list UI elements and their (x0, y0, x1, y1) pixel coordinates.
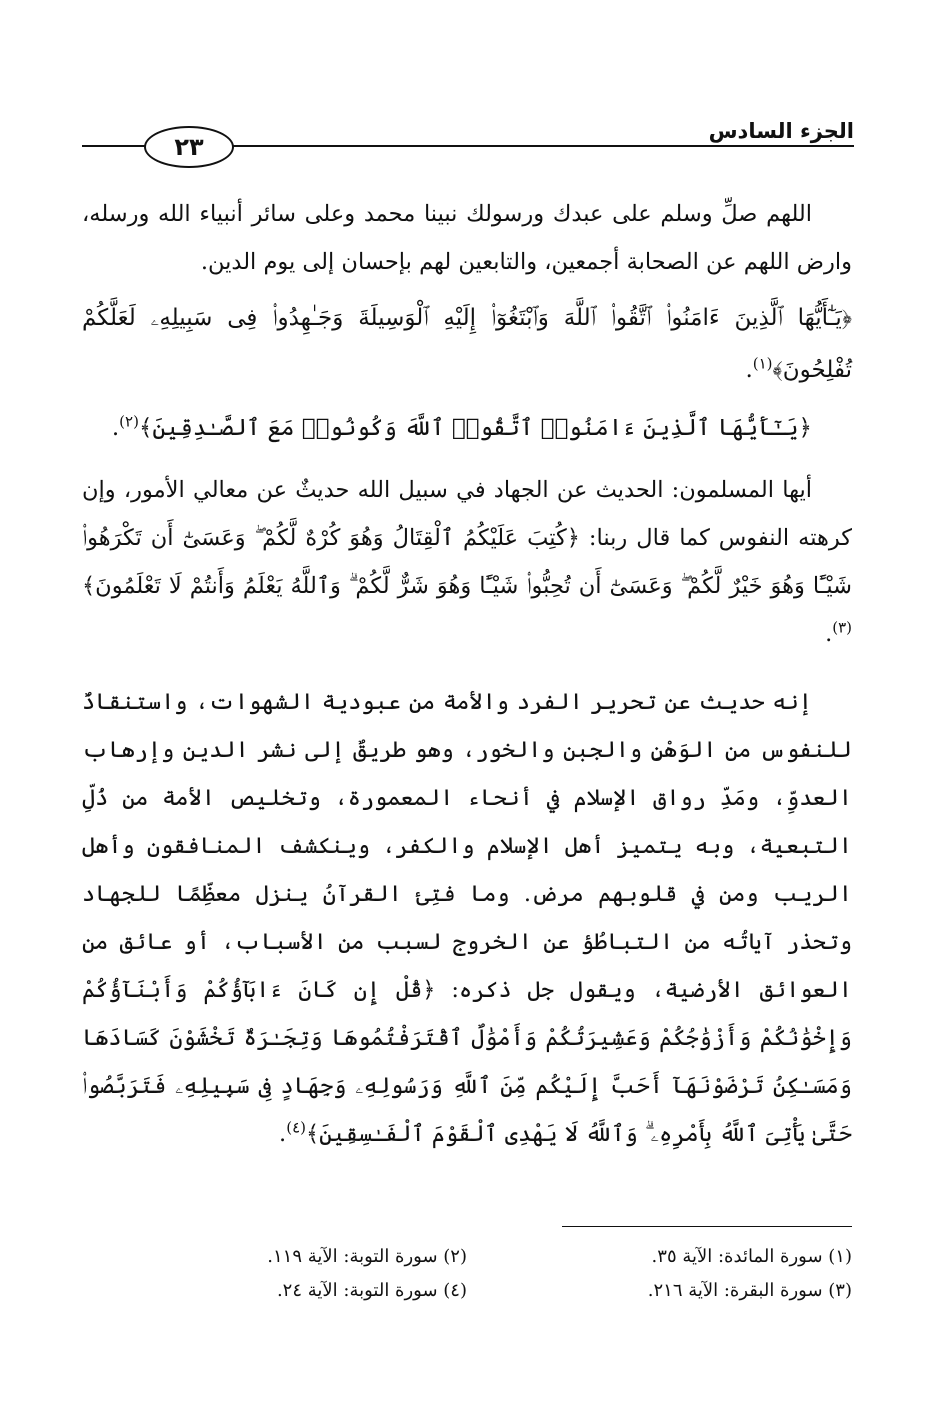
punctuation: . (745, 357, 753, 383)
paragraph-jihad-liberation (82, 678, 852, 1158)
page-number-frame (144, 126, 234, 168)
quran-verse: ﴿يَـٰٓأَيُّهَا ٱلَّذِينَ ءَامَنُوا۟ ٱتَّقُوا۟ ٱللَّهَ وَكُونُوا۟ مَعَ ٱلصَّـٰدِقِينَ﴾ (138, 415, 812, 441)
running-title: الجزء السادس (708, 119, 854, 143)
paragraph-opening-prayer: اللهم صلِّ وسلم على عبدك ورسولك نبينا محمد وعلى سائر أنبياء الله ورسله، وارض اللهم عن الصحابة أجمعين، والتابعين لهم بإحسان إلى يوم الدين. (82, 201, 852, 275)
footnote-ref: (٣) (832, 618, 852, 637)
footnote-4: (٤) سورة التوبة: الآية ٢٤. (276, 1280, 467, 1301)
footnote-ref: (١) (752, 354, 773, 373)
paragraph-text: إنه حديث عن تحرير الفرد والأمة من عبودية الشهوات، واستنقاذٌ للنفوس من الوَهْنِ والجبن والخور، وهو طريقٌ إلى نشر الدين وإرهاب العدوِّ، ومَدِّ رواق الإسلام في أنحاء المعمورة، وتخليص الأمة من ذُلِّ التبعية، وبه يتميز أهل الإسلام والكفر، وينكشف المنافقون وأهل الريب ومن في قلوبهم مرض. وما فتِئ القرآنُ ينزل معظِّمًا للجهاد وتحذر آياتُه من التباطُؤ عن الخروج لسبب من الأسباب، أو عائق من العوائق الأرضية، ويقول جل ذكره: (82, 689, 852, 1003)
footnotes (82, 1240, 852, 1308)
verse-block-1 (82, 292, 852, 396)
paragraph-jihad-intro (82, 466, 852, 658)
main-text (82, 190, 852, 1164)
punctuation: . (825, 621, 833, 647)
quran-verse: ﴿قُلْ إِن كَانَ ءَابَآؤُكُمْ وَأَبْنَآؤُكُمْ وَإِخْوَٰنُكُمْ وَأَزْوَٰجُكُمْ وَعَشِيرَتُكُمْ وَأَمْوَٰلٌ ٱقْتَرَفْتُمُوهَا وَتِجَـٰرَةٌ تَخْشَوْنَ كَسَادَهَا وَمَسَـٰكِنُ تَرْضَوْنَهَآ أَحَبَّ إِلَيْكُم مِّنَ ٱللَّهِ وَرَسُولِهِۦ وَجِهَادٍ فِى سَبِيلِهِۦ فَتَرَبَّصُوا۟ حَتَّىٰ يَأْتِىَ ٱللَّهُ بِأَمْرِهِۦ ۗ وَٱللَّهُ لَا يَهْدِى ٱلْقَوْمَ ٱلْفَـٰسِقِينَ﴾ (82, 977, 852, 1147)
punctuation: . (279, 1121, 287, 1147)
footnote-2: (٢) سورة التوبة: الآية ١١٩. (267, 1246, 467, 1267)
footnote-1: (١) سورة المائدة: الآية ٣٥. (651, 1246, 852, 1267)
quran-verse: ﴿يَـٰٓأَيُّهَا ٱلَّذِينَ ءَامَنُوا۟ ٱتَّقُوا۟ ٱللَّهَ وَٱبْتَغُوٓا۟ إِلَيْهِ ٱلْوَسِيلَةَ وَجَـٰهِدُوا۟ فِى سَبِيلِهِۦ لَعَلَّكُمْ تُفْلِحُونَ﴾ (82, 305, 852, 383)
footnote-row (82, 1240, 852, 1274)
footnote-row (82, 1274, 852, 1308)
footnote-separator (562, 1226, 852, 1227)
page-number: ٢٣ (174, 133, 204, 161)
footnote-ref: (٢) (119, 412, 139, 431)
quran-verse: ﴿كُتِبَ عَلَيْكُمُ ٱلْقِتَالُ وَهُوَ كُرْهٌ لَّكُمْ ۖ وَعَسَىٰٓ أَن تَكْرَهُوا۟ شَيْـًٔا وَهُوَ خَيْرٌ لَّكُمْ ۖ وَعَسَىٰٓ أَن تُحِبُّوا۟ شَيْـًٔا وَهُوَ شَرٌّ لَّكُمْ ۗ وَٱللَّهُ يَعْلَمُ وَأَنتُمْ لَا تَعْلَمُونَ﴾ (82, 525, 852, 599)
punctuation: . (111, 415, 120, 441)
page-header (82, 118, 854, 174)
verse-block-2 (82, 402, 852, 454)
paragraph-text: أيها المسلمون: الحديث عن الجهاد في سبيل الله حديثٌ عن معالي الأمور، وإن كرهته النفوس كما قال ربنا: (82, 477, 852, 551)
footnote-3: (٣) سورة البقرة: الآية ٢١٦. (647, 1280, 852, 1301)
footnote-ref: (٤) (286, 1118, 306, 1137)
